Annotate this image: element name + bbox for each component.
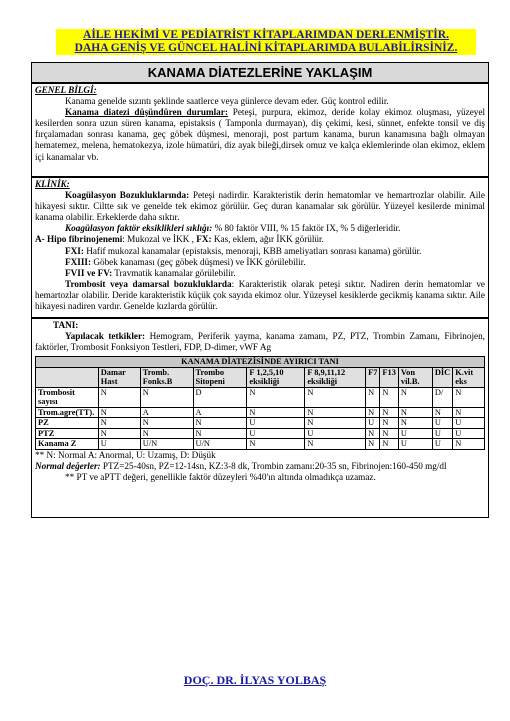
table-cell: N — [305, 439, 366, 450]
table-header-cell: Tromb. Fonks.B — [140, 367, 193, 387]
tests-label: Yapılacak tetkikler: — [65, 331, 146, 342]
table-cell: U — [453, 418, 485, 429]
banner-line-2: DAHA GENİŞ VE GÜNCEL HALİNİ KİTAPLARIMDA BULABİLİRSİNİZ. — [74, 42, 458, 54]
table-cell: N — [140, 428, 193, 439]
table-cell: N — [380, 418, 399, 429]
table-cell: U — [98, 439, 140, 450]
table-cell: N — [380, 387, 399, 407]
table-header-cell: Trombo Sitopeni — [193, 367, 247, 387]
banner-line-1: AİLE HEKİMİ VE PEDİATRİST KİTAPLARIMDAN DERLENMİŞTİR. — [83, 29, 449, 41]
table-header-cell — [36, 367, 99, 387]
factor-frequency-paragraph — [35, 223, 485, 234]
normal-values-line — [35, 461, 485, 472]
suspect-conditions-label: Kanama diatezi düşündüren durumlar: — [65, 107, 228, 118]
table-cell: N — [247, 407, 305, 418]
table-cell: U — [432, 418, 452, 429]
diagnosis-heading: TANI: — [53, 320, 79, 330]
platelet-paragraph — [35, 279, 485, 312]
table-row-label: Trombosit sayısı — [36, 387, 99, 407]
fvii-label: FVII ve FV: — [65, 267, 113, 278]
coagulation-text: Peteşi nadirdir. Karakteristik derin hematomlar ve hemartrozlar olabilir. Aile hikayesi sıktır. Ciltte sık ve genelde tek ekimoz görülür. Geç duran kanamalar sık görülür. Yüzeyel kesilerde minimal kanama olabilir. Erkeklerde daha sıktır. — [35, 190, 485, 223]
platelet-text: : Karakteristik olarak peteşi sıktır. Nadiren derin hematomlar ve hemartozlar olabilir. Deride karakteristik küçük çok sayıda ekimoz olur. Yüzeysel kesiklerde gecikmiş kanama sıktır. Aile hikayesi nadiren vardır. Genelde kızlarda görülür. — [35, 278, 485, 312]
table-row-label: PZ — [36, 418, 99, 429]
normal-values-label: Normal değerler: — [35, 460, 101, 471]
diagnosis-section — [31, 318, 489, 518]
tests-text: Hemogram, Periferik yayma, kanama zamanı, PZ, PTZ, Trombin Zamanı, Fibrinojen, faktörler, Trombosit Fonksiyon Testleri, FDP, D-dimer, vWF Ag — [35, 331, 485, 353]
clinic-heading: KLİNİK: — [35, 179, 70, 189]
table-cell: U — [398, 428, 432, 439]
table-cell: N — [398, 418, 432, 429]
general-info-paragraph-2 — [35, 107, 485, 162]
table-row — [36, 418, 485, 429]
table-cell: N — [305, 407, 366, 418]
normal-values-text: PTZ=25-40sn, PZ=12-14sn, KZ:3-8 dk, Trombin zamanı:20-35 sn, Fibrinojen:160-450 mg/dl — [100, 460, 447, 471]
table-cell: N — [193, 428, 247, 439]
table-cell: D/ — [432, 387, 452, 407]
table-row — [36, 407, 485, 418]
table-cell: U — [398, 439, 432, 450]
general-info-heading: GENEL BİLGİ: — [35, 85, 97, 95]
fxi-text: Hafif mukozal kanamalar (epistaksis, menoraji, KBB ameliyatları sonrası kanama) görülür. — [83, 245, 422, 256]
table-cell: N — [380, 439, 399, 450]
table-cell: N — [380, 407, 399, 418]
hypofibrinogenemia-line — [35, 234, 485, 245]
source-banner — [56, 29, 476, 55]
table-cell: N — [398, 407, 432, 418]
factor-frequency-label: Koagülasyon faktör eksiklikleri sıklığı: — [65, 223, 213, 234]
table-cell: N — [193, 418, 247, 429]
table-cell: N — [453, 407, 485, 418]
table-header-cell: F7 — [366, 367, 380, 387]
platelet-label: Trombosit veya damarsal bozukluklarda — [65, 278, 232, 289]
table-cell: U — [247, 428, 305, 439]
table-cell: U — [432, 428, 452, 439]
table-cell: N — [453, 439, 485, 450]
table-row — [36, 387, 485, 407]
general-info-section — [31, 83, 489, 177]
table-cell: N — [453, 387, 485, 407]
table-cell: N — [366, 387, 380, 407]
hypofibrinogenemia-label: A- Hipo fibrinojenemi — [35, 234, 123, 245]
table-header-cell: F 8,9,11,12 eksikliği — [305, 367, 366, 387]
table-row-label: PTZ — [36, 428, 99, 439]
table-header-cell: K.vit eks — [453, 367, 485, 387]
differential-diagnosis-table — [35, 356, 485, 450]
fxiii-text: Göbek kanaması (geç göbek düşmesi) ve İKK görülebilir. — [91, 256, 306, 267]
table-header-cell: DİC — [432, 367, 452, 387]
table-cell: U/N — [193, 439, 247, 450]
fxi-label: FXI: — [65, 245, 84, 256]
table-cell: N — [98, 407, 140, 418]
coagulation-label: Koagülasyon Bozukluklarında: — [65, 190, 190, 201]
table-cell: N — [247, 387, 305, 407]
table-header-cell: Von vil.B. — [398, 367, 432, 387]
fx-text: Kas, eklem, ağır İKK görülür. — [211, 234, 324, 245]
table-cell: N — [305, 418, 366, 429]
table-cell: N — [247, 439, 305, 450]
table-row-label: Trom.agre(TT). — [36, 407, 99, 418]
table-cell: N — [366, 428, 380, 439]
table-cell: A — [140, 407, 193, 418]
factor-frequency-text: % 80 faktör VIII, % 15 faktör IX, % 5 diğerleridir. — [212, 223, 401, 234]
table-header-cell: F13 — [380, 367, 399, 387]
fxiii-label: FXIII: — [65, 256, 92, 267]
table-cell: N — [366, 407, 380, 418]
table-row-label: Kanama Z — [36, 439, 99, 450]
page-title: KANAMA DİATEZLERİNE YAKLAŞIM — [31, 62, 489, 83]
fxiii-line — [35, 257, 485, 268]
table-cell: U/N — [140, 439, 193, 450]
table-header-row — [36, 367, 485, 387]
table-cell: A — [193, 407, 247, 418]
table-cell: N — [398, 387, 432, 407]
fx-label: FX: — [196, 234, 212, 245]
table-cell: U — [453, 428, 485, 439]
table-cell: N — [366, 439, 380, 450]
clinic-section — [31, 177, 489, 318]
hypofibrinogenemia-text: : Mukozal ve İKK , — [122, 234, 197, 245]
table-cell: U — [366, 418, 380, 429]
table-cell: D — [193, 387, 247, 407]
table-cell: N — [305, 387, 366, 407]
table-cell: U — [305, 428, 366, 439]
table-cell: N — [98, 387, 140, 407]
suspect-conditions-text: Peteşi, purpura, ekimoz, deride kolay ekimoz oluşması, yüzeyel kesilerden sonra uzun süren kanama, epistaksis ( Tamponla durmayan), diş çekimi, kesi, sünnet, enfekte tonsil ve diş fırçalamadan sonrası kanama, geç göbek düşmesi, menoraji, post partum kanama, burun kanamısına bağlı olmayan hematemez, melena, hematokezya, izole hümatüri, diz ayak bileği,dirsek omuz ve kalça eklemlerinde olan ekimoz, eklem içi kanamalar vb. — [35, 107, 485, 162]
pt-aptt-note: ** PT ve aPTT değeri, genellikle faktör düzeyleri %40'ın altında olmadıkça uzamaz. — [65, 471, 376, 482]
table-body — [36, 387, 485, 449]
table-header-cell: Damar Hast — [98, 367, 140, 387]
table-cell: U — [432, 439, 452, 450]
legend-line: ** N: Normal A: Anormal, U: Uzamış, D: Düşük — [35, 449, 216, 460]
fvii-line — [35, 268, 485, 279]
general-info-paragraph-1: Kanama genelde sızıntı şeklinde saatlerce veya günlerce devam eder. Güç kontrol edilir. — [65, 96, 389, 107]
table-row — [36, 439, 485, 450]
table-cell: N — [140, 387, 193, 407]
tests-paragraph — [35, 331, 485, 353]
fxi-line — [35, 246, 485, 257]
table-cell: N — [140, 418, 193, 429]
table-cell: N — [432, 407, 452, 418]
table-cell: N — [98, 428, 140, 439]
table-row — [36, 428, 485, 439]
table-header-cell: F 1,2,5,10 eksikliği — [247, 367, 305, 387]
table-cell: U — [247, 418, 305, 429]
table-cell: N — [380, 428, 399, 439]
author-footer: DOÇ. DR. İLYAS YOLBAŞ — [183, 673, 327, 687]
fvii-text: Travmatik kanamalar görülebilir. — [112, 267, 236, 278]
table-caption: KANAMA DİATEZİSİNDE AYIRICI TANI — [36, 357, 485, 368]
coagulation-paragraph — [35, 190, 485, 223]
table-cell: N — [98, 418, 140, 429]
